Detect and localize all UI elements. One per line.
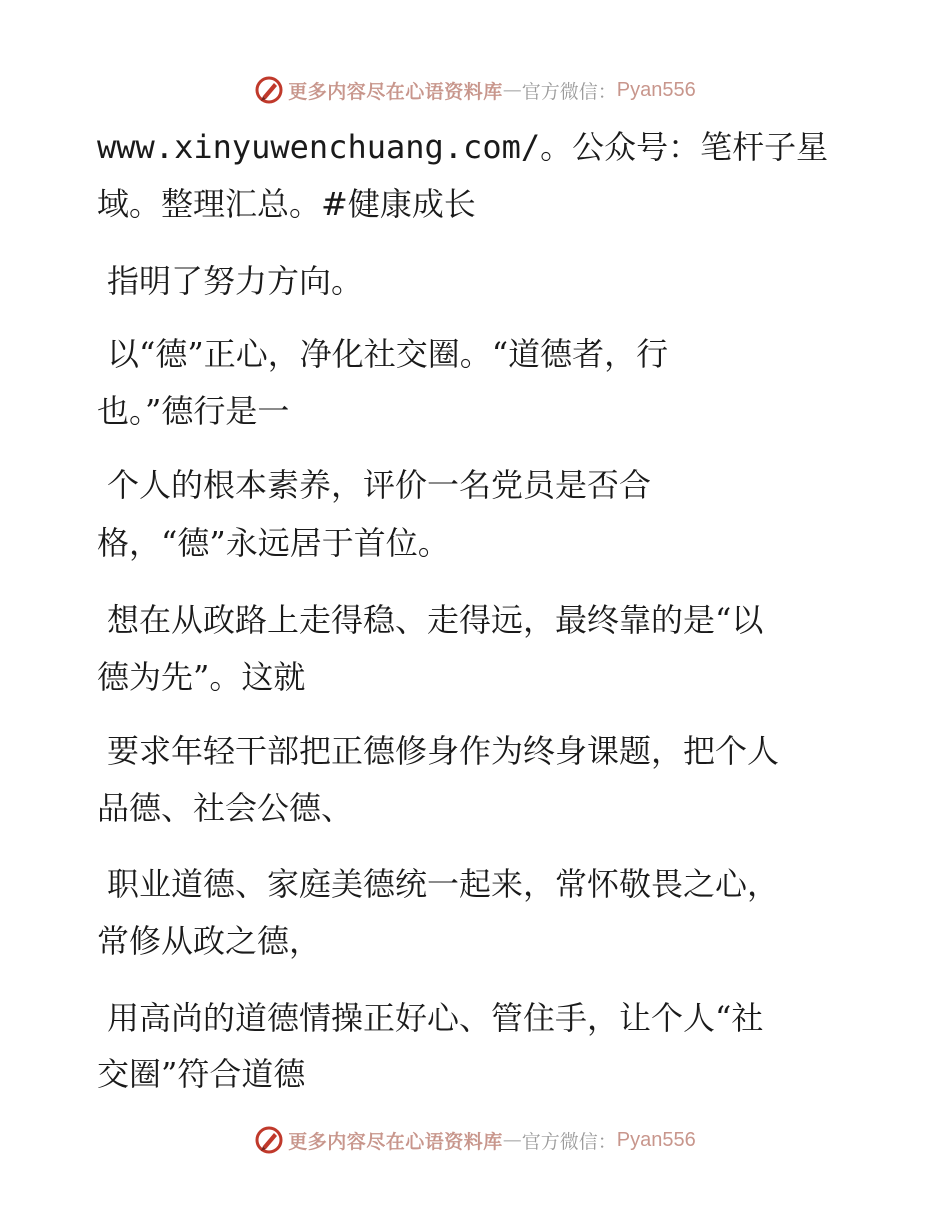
footer-watermark xyxy=(0,1123,950,1157)
text-line: 职业道德、家庭美德统一起来，常怀敬畏之心， xyxy=(107,865,780,903)
text-line: 要求年轻干部把正德修身作为终身课题，把个人 xyxy=(107,732,780,770)
watermark-label: 官方微信： xyxy=(521,1130,617,1153)
header-watermark xyxy=(0,73,950,107)
watermark-wechat-id: Pyan556 xyxy=(616,78,696,101)
text-line: 用高尚的道德情操正好心、管住手，让个人“社 xyxy=(107,999,764,1037)
text-line: 格，“德”永远居于首位。 xyxy=(97,524,450,562)
text-line: 品德、社会公德、 xyxy=(97,789,354,827)
text-line: 想在从政路上走得稳、走得远，最终靠的是“以 xyxy=(107,601,764,639)
pen-logo-icon xyxy=(254,1125,284,1155)
watermark-text: 更多内容尽在心语资料库 xyxy=(288,80,503,103)
text-line: 以“德”正心，净化社交圈。“道德者，行 xyxy=(107,335,669,373)
watermark-text: 更多内容尽在心语资料库 xyxy=(288,1130,503,1153)
text-line: 交圈”符合道德 xyxy=(97,1055,306,1093)
watermark-dash: — xyxy=(502,1129,522,1151)
watermark-dash: — xyxy=(502,79,522,101)
text-line: 常修从政之德， xyxy=(97,922,322,960)
watermark-wechat-id: Pyan556 xyxy=(616,1128,696,1151)
pen-logo-icon xyxy=(254,75,284,105)
text-line: 个人的根本素养，评价一名党员是否合 xyxy=(107,466,652,504)
text-line: 德为先”。这就 xyxy=(97,658,306,696)
text-line: www.xinyuwenchuang.com/。公众号：笔杆子星 xyxy=(97,128,829,166)
text-line: 也。”德行是一 xyxy=(97,392,290,430)
watermark-label: 官方微信： xyxy=(521,80,617,103)
text-line: 指明了努力方向。 xyxy=(107,262,364,300)
text-line: 域。整理汇总。#健康成长 xyxy=(97,185,476,223)
